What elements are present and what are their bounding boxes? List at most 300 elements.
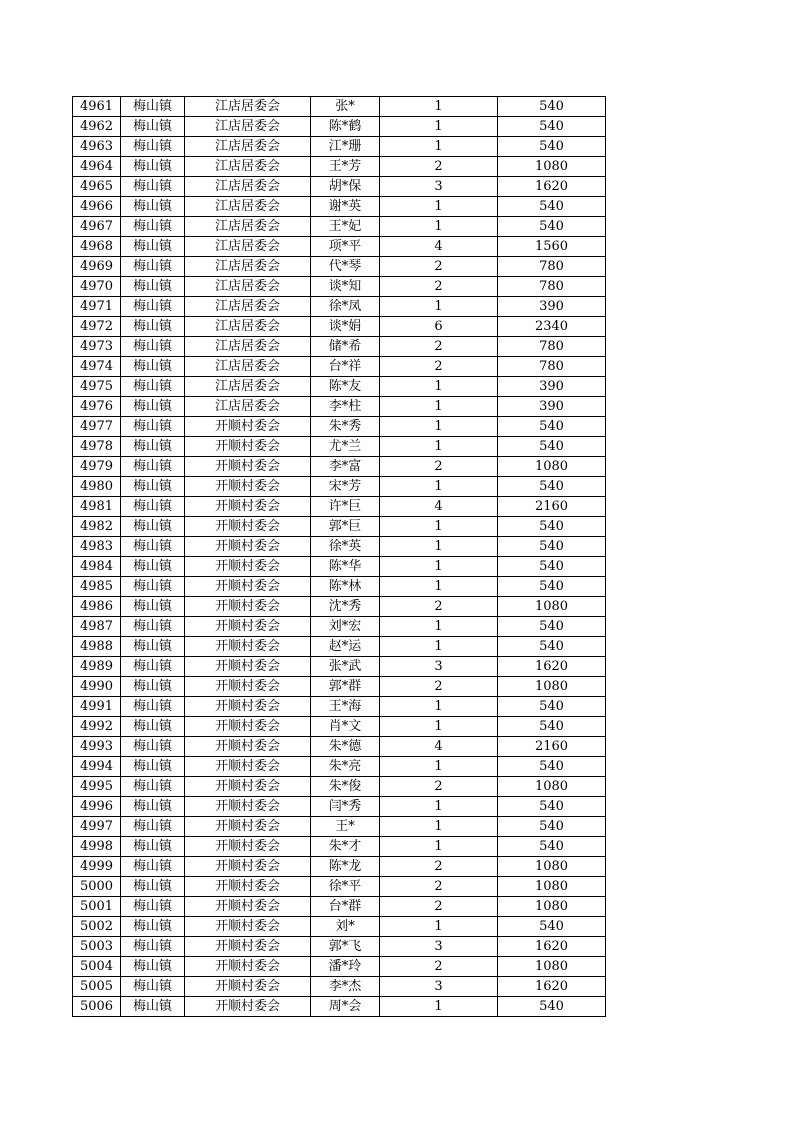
row-number-cell: 4977 bbox=[73, 417, 121, 437]
row-number-cell: 4976 bbox=[73, 397, 121, 417]
village-committee-cell: 开顺村委会 bbox=[185, 517, 311, 537]
town-cell: 梅山镇 bbox=[121, 717, 185, 737]
amount-cell: 540 bbox=[498, 417, 606, 437]
count-cell: 2 bbox=[380, 457, 498, 477]
table-row bbox=[73, 917, 606, 937]
table-row bbox=[73, 97, 606, 117]
row-number-cell: 4993 bbox=[73, 737, 121, 757]
table-row bbox=[73, 157, 606, 177]
row-number-cell: 4999 bbox=[73, 857, 121, 877]
name-cell: 李*杰 bbox=[311, 977, 380, 997]
amount-cell: 540 bbox=[498, 917, 606, 937]
row-number-cell: 5005 bbox=[73, 977, 121, 997]
row-number-cell: 5004 bbox=[73, 957, 121, 977]
village-committee-cell: 开顺村委会 bbox=[185, 537, 311, 557]
town-cell: 梅山镇 bbox=[121, 797, 185, 817]
town-cell: 梅山镇 bbox=[121, 217, 185, 237]
table-row bbox=[73, 697, 606, 717]
count-cell: 2 bbox=[380, 957, 498, 977]
table-row bbox=[73, 197, 606, 217]
table-row bbox=[73, 377, 606, 397]
amount-cell: 540 bbox=[498, 557, 606, 577]
count-cell: 1 bbox=[380, 917, 498, 937]
town-cell: 梅山镇 bbox=[121, 257, 185, 277]
amount-cell: 1080 bbox=[498, 897, 606, 917]
village-committee-cell: 开顺村委会 bbox=[185, 637, 311, 657]
count-cell: 2 bbox=[380, 677, 498, 697]
amount-cell: 540 bbox=[498, 137, 606, 157]
row-number-cell: 4970 bbox=[73, 277, 121, 297]
village-committee-cell: 江店居委会 bbox=[185, 237, 311, 257]
village-committee-cell: 开顺村委会 bbox=[185, 797, 311, 817]
amount-cell: 540 bbox=[498, 697, 606, 717]
row-number-cell: 4968 bbox=[73, 237, 121, 257]
row-number-cell: 4991 bbox=[73, 697, 121, 717]
town-cell: 梅山镇 bbox=[121, 457, 185, 477]
amount-cell: 540 bbox=[498, 217, 606, 237]
name-cell: 李*柱 bbox=[311, 397, 380, 417]
table-row bbox=[73, 857, 606, 877]
village-committee-cell: 开顺村委会 bbox=[185, 717, 311, 737]
table-row bbox=[73, 937, 606, 957]
count-cell: 3 bbox=[380, 937, 498, 957]
row-number-cell: 4975 bbox=[73, 377, 121, 397]
village-committee-cell: 开顺村委会 bbox=[185, 577, 311, 597]
table-row bbox=[73, 417, 606, 437]
amount-cell: 540 bbox=[498, 757, 606, 777]
amount-cell: 2160 bbox=[498, 737, 606, 757]
town-cell: 梅山镇 bbox=[121, 697, 185, 717]
town-cell: 梅山镇 bbox=[121, 957, 185, 977]
village-committee-cell: 江店居委会 bbox=[185, 97, 311, 117]
table-row bbox=[73, 257, 606, 277]
town-cell: 梅山镇 bbox=[121, 777, 185, 797]
table-row bbox=[73, 337, 606, 357]
name-cell: 王*海 bbox=[311, 697, 380, 717]
name-cell: 朱*俊 bbox=[311, 777, 380, 797]
row-number-cell: 4973 bbox=[73, 337, 121, 357]
town-cell: 梅山镇 bbox=[121, 117, 185, 137]
town-cell: 梅山镇 bbox=[121, 597, 185, 617]
row-number-cell: 4985 bbox=[73, 577, 121, 597]
village-committee-cell: 开顺村委会 bbox=[185, 997, 311, 1017]
village-committee-cell: 江店居委会 bbox=[185, 317, 311, 337]
name-cell: 郭*飞 bbox=[311, 937, 380, 957]
amount-cell: 390 bbox=[498, 377, 606, 397]
town-cell: 梅山镇 bbox=[121, 417, 185, 437]
table-row bbox=[73, 477, 606, 497]
amount-cell: 1080 bbox=[498, 157, 606, 177]
table-row bbox=[73, 437, 606, 457]
village-committee-cell: 开顺村委会 bbox=[185, 617, 311, 637]
amount-cell: 1620 bbox=[498, 657, 606, 677]
village-committee-cell: 开顺村委会 bbox=[185, 437, 311, 457]
village-committee-cell: 开顺村委会 bbox=[185, 977, 311, 997]
row-number-cell: 4962 bbox=[73, 117, 121, 137]
table-row bbox=[73, 457, 606, 477]
count-cell: 2 bbox=[380, 157, 498, 177]
count-cell: 2 bbox=[380, 897, 498, 917]
table-row bbox=[73, 957, 606, 977]
table-row bbox=[73, 237, 606, 257]
amount-cell: 1620 bbox=[498, 977, 606, 997]
name-cell: 谢*英 bbox=[311, 197, 380, 217]
town-cell: 梅山镇 bbox=[121, 837, 185, 857]
table-row bbox=[73, 997, 606, 1017]
row-number-cell: 4963 bbox=[73, 137, 121, 157]
town-cell: 梅山镇 bbox=[121, 677, 185, 697]
village-committee-cell: 江店居委会 bbox=[185, 377, 311, 397]
town-cell: 梅山镇 bbox=[121, 377, 185, 397]
count-cell: 2 bbox=[380, 357, 498, 377]
amount-cell: 540 bbox=[498, 617, 606, 637]
name-cell: 王*妃 bbox=[311, 217, 380, 237]
village-committee-cell: 江店居委会 bbox=[185, 257, 311, 277]
village-committee-cell: 江店居委会 bbox=[185, 117, 311, 137]
town-cell: 梅山镇 bbox=[121, 517, 185, 537]
row-number-cell: 4990 bbox=[73, 677, 121, 697]
table-row bbox=[73, 597, 606, 617]
town-cell: 梅山镇 bbox=[121, 917, 185, 937]
village-committee-cell: 江店居委会 bbox=[185, 277, 311, 297]
name-cell: 朱*德 bbox=[311, 737, 380, 757]
amount-cell: 540 bbox=[498, 477, 606, 497]
name-cell: 代*琴 bbox=[311, 257, 380, 277]
village-committee-cell: 开顺村委会 bbox=[185, 697, 311, 717]
name-cell: 肖*文 bbox=[311, 717, 380, 737]
count-cell: 1 bbox=[380, 477, 498, 497]
village-committee-cell: 江店居委会 bbox=[185, 177, 311, 197]
name-cell: 闫*秀 bbox=[311, 797, 380, 817]
row-number-cell: 4981 bbox=[73, 497, 121, 517]
town-cell: 梅山镇 bbox=[121, 177, 185, 197]
town-cell: 梅山镇 bbox=[121, 997, 185, 1017]
town-cell: 梅山镇 bbox=[121, 277, 185, 297]
amount-cell: 540 bbox=[498, 717, 606, 737]
count-cell: 1 bbox=[380, 217, 498, 237]
town-cell: 梅山镇 bbox=[121, 437, 185, 457]
amount-cell: 540 bbox=[498, 97, 606, 117]
row-number-cell: 5003 bbox=[73, 937, 121, 957]
town-cell: 梅山镇 bbox=[121, 817, 185, 837]
town-cell: 梅山镇 bbox=[121, 157, 185, 177]
village-committee-cell: 江店居委会 bbox=[185, 217, 311, 237]
name-cell: 朱*秀 bbox=[311, 417, 380, 437]
town-cell: 梅山镇 bbox=[121, 237, 185, 257]
name-cell: 徐*平 bbox=[311, 877, 380, 897]
count-cell: 1 bbox=[380, 297, 498, 317]
village-committee-cell: 开顺村委会 bbox=[185, 757, 311, 777]
amount-cell: 540 bbox=[498, 117, 606, 137]
village-committee-cell: 开顺村委会 bbox=[185, 657, 311, 677]
name-cell: 李*富 bbox=[311, 457, 380, 477]
table-row bbox=[73, 877, 606, 897]
row-number-cell: 4979 bbox=[73, 457, 121, 477]
name-cell: 张*武 bbox=[311, 657, 380, 677]
table-row bbox=[73, 657, 606, 677]
count-cell: 6 bbox=[380, 317, 498, 337]
table-row bbox=[73, 717, 606, 737]
count-cell: 2 bbox=[380, 277, 498, 297]
town-cell: 梅山镇 bbox=[121, 477, 185, 497]
name-cell: 刘* bbox=[311, 917, 380, 937]
amount-cell: 540 bbox=[498, 517, 606, 537]
count-cell: 1 bbox=[380, 837, 498, 857]
town-cell: 梅山镇 bbox=[121, 297, 185, 317]
table-row bbox=[73, 837, 606, 857]
name-cell: 张* bbox=[311, 97, 380, 117]
table-row bbox=[73, 297, 606, 317]
amount-cell: 540 bbox=[498, 837, 606, 857]
count-cell: 4 bbox=[380, 737, 498, 757]
amount-cell: 1080 bbox=[498, 957, 606, 977]
name-cell: 郭*巨 bbox=[311, 517, 380, 537]
name-cell: 郭*群 bbox=[311, 677, 380, 697]
name-cell: 江*珊 bbox=[311, 137, 380, 157]
amount-cell: 1080 bbox=[498, 457, 606, 477]
village-committee-cell: 开顺村委会 bbox=[185, 557, 311, 577]
row-number-cell: 4978 bbox=[73, 437, 121, 457]
table-row bbox=[73, 817, 606, 837]
row-number-cell: 5000 bbox=[73, 877, 121, 897]
count-cell: 1 bbox=[380, 97, 498, 117]
village-committee-cell: 开顺村委会 bbox=[185, 957, 311, 977]
count-cell: 1 bbox=[380, 757, 498, 777]
village-committee-cell: 开顺村委会 bbox=[185, 857, 311, 877]
village-committee-cell: 开顺村委会 bbox=[185, 417, 311, 437]
table-row bbox=[73, 357, 606, 377]
amount-cell: 1080 bbox=[498, 777, 606, 797]
name-cell: 台*祥 bbox=[311, 357, 380, 377]
row-number-cell: 4966 bbox=[73, 197, 121, 217]
village-committee-cell: 开顺村委会 bbox=[185, 597, 311, 617]
amount-cell: 540 bbox=[498, 797, 606, 817]
name-cell: 朱*亮 bbox=[311, 757, 380, 777]
count-cell: 2 bbox=[380, 877, 498, 897]
count-cell: 1 bbox=[380, 517, 498, 537]
amount-cell: 390 bbox=[498, 297, 606, 317]
table-body bbox=[73, 97, 606, 1017]
row-number-cell: 4974 bbox=[73, 357, 121, 377]
row-number-cell: 4986 bbox=[73, 597, 121, 617]
town-cell: 梅山镇 bbox=[121, 657, 185, 677]
amount-cell: 1080 bbox=[498, 877, 606, 897]
count-cell: 1 bbox=[380, 397, 498, 417]
table-row bbox=[73, 797, 606, 817]
town-cell: 梅山镇 bbox=[121, 737, 185, 757]
row-number-cell: 4994 bbox=[73, 757, 121, 777]
table-row bbox=[73, 577, 606, 597]
name-cell: 许*巨 bbox=[311, 497, 380, 517]
row-number-cell: 4992 bbox=[73, 717, 121, 737]
name-cell: 陈*鹤 bbox=[311, 117, 380, 137]
amount-cell: 540 bbox=[498, 577, 606, 597]
name-cell: 朱*才 bbox=[311, 837, 380, 857]
count-cell: 1 bbox=[380, 997, 498, 1017]
name-cell: 台*群 bbox=[311, 897, 380, 917]
row-number-cell: 4967 bbox=[73, 217, 121, 237]
count-cell: 1 bbox=[380, 817, 498, 837]
count-cell: 1 bbox=[380, 377, 498, 397]
count-cell: 1 bbox=[380, 197, 498, 217]
amount-cell: 540 bbox=[498, 537, 606, 557]
amount-cell: 1080 bbox=[498, 677, 606, 697]
town-cell: 梅山镇 bbox=[121, 977, 185, 997]
table-row bbox=[73, 677, 606, 697]
count-cell: 2 bbox=[380, 257, 498, 277]
amount-cell: 1080 bbox=[498, 597, 606, 617]
row-number-cell: 4965 bbox=[73, 177, 121, 197]
table-row bbox=[73, 317, 606, 337]
village-committee-cell: 江店居委会 bbox=[185, 137, 311, 157]
name-cell: 谈*知 bbox=[311, 277, 380, 297]
table-row bbox=[73, 177, 606, 197]
town-cell: 梅山镇 bbox=[121, 757, 185, 777]
name-cell: 陈*华 bbox=[311, 557, 380, 577]
row-number-cell: 4995 bbox=[73, 777, 121, 797]
count-cell: 1 bbox=[380, 797, 498, 817]
row-number-cell: 4984 bbox=[73, 557, 121, 577]
count-cell: 2 bbox=[380, 337, 498, 357]
village-committee-cell: 开顺村委会 bbox=[185, 777, 311, 797]
count-cell: 1 bbox=[380, 577, 498, 597]
row-number-cell: 5002 bbox=[73, 917, 121, 937]
row-number-cell: 4969 bbox=[73, 257, 121, 277]
amount-cell: 2340 bbox=[498, 317, 606, 337]
village-committee-cell: 开顺村委会 bbox=[185, 677, 311, 697]
row-number-cell: 4998 bbox=[73, 837, 121, 857]
count-cell: 3 bbox=[380, 657, 498, 677]
town-cell: 梅山镇 bbox=[121, 537, 185, 557]
amount-cell: 390 bbox=[498, 397, 606, 417]
name-cell: 徐*凤 bbox=[311, 297, 380, 317]
row-number-cell: 5001 bbox=[73, 897, 121, 917]
count-cell: 4 bbox=[380, 237, 498, 257]
amount-cell: 780 bbox=[498, 357, 606, 377]
row-number-cell: 4997 bbox=[73, 817, 121, 837]
count-cell: 3 bbox=[380, 977, 498, 997]
row-number-cell: 4961 bbox=[73, 97, 121, 117]
count-cell: 2 bbox=[380, 857, 498, 877]
amount-cell: 780 bbox=[498, 337, 606, 357]
name-cell: 王* bbox=[311, 817, 380, 837]
town-cell: 梅山镇 bbox=[121, 637, 185, 657]
table-row bbox=[73, 277, 606, 297]
village-committee-cell: 开顺村委会 bbox=[185, 457, 311, 477]
name-cell: 徐*英 bbox=[311, 537, 380, 557]
amount-cell: 540 bbox=[498, 637, 606, 657]
count-cell: 1 bbox=[380, 417, 498, 437]
amount-cell: 540 bbox=[498, 437, 606, 457]
name-cell: 赵*运 bbox=[311, 637, 380, 657]
row-number-cell: 4989 bbox=[73, 657, 121, 677]
town-cell: 梅山镇 bbox=[121, 497, 185, 517]
name-cell: 周*会 bbox=[311, 997, 380, 1017]
name-cell: 胡*保 bbox=[311, 177, 380, 197]
town-cell: 梅山镇 bbox=[121, 137, 185, 157]
village-committee-cell: 开顺村委会 bbox=[185, 817, 311, 837]
row-number-cell: 4972 bbox=[73, 317, 121, 337]
count-cell: 1 bbox=[380, 637, 498, 657]
table-row bbox=[73, 517, 606, 537]
count-cell: 3 bbox=[380, 177, 498, 197]
name-cell: 储*希 bbox=[311, 337, 380, 357]
town-cell: 梅山镇 bbox=[121, 577, 185, 597]
table-row bbox=[73, 777, 606, 797]
data-table bbox=[72, 96, 606, 1017]
village-committee-cell: 江店居委会 bbox=[185, 357, 311, 377]
village-committee-cell: 江店居委会 bbox=[185, 337, 311, 357]
town-cell: 梅山镇 bbox=[121, 937, 185, 957]
town-cell: 梅山镇 bbox=[121, 337, 185, 357]
row-number-cell: 5006 bbox=[73, 997, 121, 1017]
count-cell: 1 bbox=[380, 117, 498, 137]
name-cell: 尤*兰 bbox=[311, 437, 380, 457]
table-row bbox=[73, 637, 606, 657]
town-cell: 梅山镇 bbox=[121, 617, 185, 637]
count-cell: 1 bbox=[380, 717, 498, 737]
table-row bbox=[73, 557, 606, 577]
row-number-cell: 4996 bbox=[73, 797, 121, 817]
count-cell: 1 bbox=[380, 697, 498, 717]
table-row bbox=[73, 977, 606, 997]
town-cell: 梅山镇 bbox=[121, 877, 185, 897]
village-committee-cell: 开顺村委会 bbox=[185, 917, 311, 937]
count-cell: 1 bbox=[380, 137, 498, 157]
row-number-cell: 4983 bbox=[73, 537, 121, 557]
village-committee-cell: 开顺村委会 bbox=[185, 737, 311, 757]
row-number-cell: 4988 bbox=[73, 637, 121, 657]
town-cell: 梅山镇 bbox=[121, 357, 185, 377]
amount-cell: 1620 bbox=[498, 937, 606, 957]
table-row bbox=[73, 117, 606, 137]
count-cell: 2 bbox=[380, 777, 498, 797]
village-committee-cell: 江店居委会 bbox=[185, 197, 311, 217]
name-cell: 宋*芳 bbox=[311, 477, 380, 497]
village-committee-cell: 江店居委会 bbox=[185, 397, 311, 417]
name-cell: 项*平 bbox=[311, 237, 380, 257]
town-cell: 梅山镇 bbox=[121, 197, 185, 217]
count-cell: 1 bbox=[380, 617, 498, 637]
amount-cell: 1620 bbox=[498, 177, 606, 197]
town-cell: 梅山镇 bbox=[121, 557, 185, 577]
village-committee-cell: 开顺村委会 bbox=[185, 837, 311, 857]
table-row bbox=[73, 137, 606, 157]
table-row bbox=[73, 897, 606, 917]
name-cell: 陈*林 bbox=[311, 577, 380, 597]
row-number-cell: 4971 bbox=[73, 297, 121, 317]
table-row bbox=[73, 537, 606, 557]
town-cell: 梅山镇 bbox=[121, 317, 185, 337]
amount-cell: 540 bbox=[498, 817, 606, 837]
town-cell: 梅山镇 bbox=[121, 857, 185, 877]
town-cell: 梅山镇 bbox=[121, 397, 185, 417]
row-number-cell: 4980 bbox=[73, 477, 121, 497]
amount-cell: 2160 bbox=[498, 497, 606, 517]
count-cell: 2 bbox=[380, 597, 498, 617]
amount-cell: 540 bbox=[498, 997, 606, 1017]
amount-cell: 1560 bbox=[498, 237, 606, 257]
name-cell: 刘*宏 bbox=[311, 617, 380, 637]
row-number-cell: 4987 bbox=[73, 617, 121, 637]
row-number-cell: 4982 bbox=[73, 517, 121, 537]
name-cell: 沈*秀 bbox=[311, 597, 380, 617]
table-row bbox=[73, 217, 606, 237]
table-row bbox=[73, 397, 606, 417]
amount-cell: 780 bbox=[498, 277, 606, 297]
name-cell: 潘*玲 bbox=[311, 957, 380, 977]
count-cell: 1 bbox=[380, 437, 498, 457]
